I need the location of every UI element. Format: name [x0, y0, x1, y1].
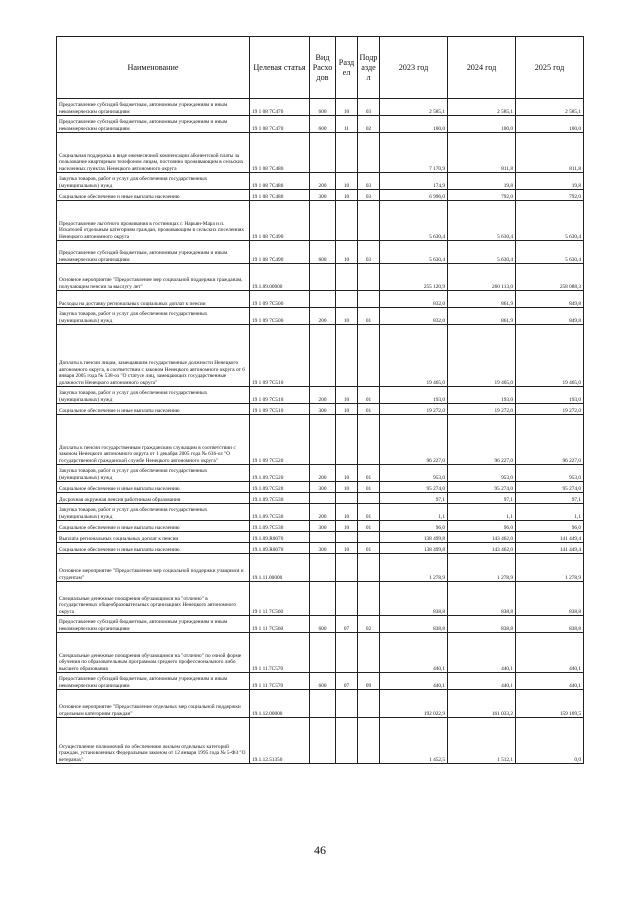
row-section-cell — [336, 201, 358, 241]
row-2025-value-cell: 2 585,1 — [516, 99, 584, 116]
row-section-cell — [336, 690, 358, 718]
row-2023-value-cell: 1 452,5 — [380, 718, 448, 764]
row-2025-value-cell: 19,8 — [516, 173, 584, 190]
row-subsection-cell: 01 — [358, 308, 380, 325]
row-expense-type-cell: 300 — [310, 404, 336, 415]
row-name-cell: Социальное обеспечение и иные выплаты населению — [57, 190, 250, 201]
row-subsection-cell: 01 — [358, 543, 380, 554]
table-row — [57, 465, 584, 482]
row-subsection-cell — [358, 264, 380, 291]
row-2024-value-cell: 838,8 — [448, 616, 516, 633]
row-section-cell — [336, 718, 358, 764]
row-target-code-cell: 19 1 09 7С510 — [250, 325, 310, 387]
row-2025-value-cell: 5 630,4 — [516, 241, 584, 264]
row-section-cell — [336, 582, 358, 616]
row-target-code-cell: 19 1 09 7С520 — [250, 415, 310, 465]
row-expense-type-cell: 200 — [310, 387, 336, 404]
row-expense-type-cell — [310, 554, 336, 582]
table-header-row — [57, 37, 584, 99]
row-2024-value-cell: 861,9 — [448, 308, 516, 325]
row-2024-value-cell: 143 462,0 — [448, 543, 516, 554]
row-2024-value-cell: 1 278,9 — [448, 554, 516, 582]
row-2024-value-cell: 19 272,0 — [448, 404, 516, 415]
row-subsection-cell — [358, 415, 380, 465]
table-row — [57, 99, 584, 116]
row-2025-value-cell: 95 274,0 — [516, 482, 584, 493]
row-expense-type-cell — [310, 633, 336, 673]
row-target-code-cell: 19.1.09.7С520 — [250, 465, 310, 482]
row-expense-type-cell — [310, 690, 336, 718]
row-2024-value-cell: 96 227,0 — [448, 415, 516, 465]
row-expense-type-cell: 300 — [310, 190, 336, 201]
row-target-code-cell: 19.1.11.00000 — [250, 554, 310, 582]
row-name-cell: Социальная поддержка в виде ежемесячной компенсации абонентской платы за пользование квартирным телефоном лицам, постоянно проживающим в сельских населенных пунктах Ненецкого автономного округа — [57, 133, 250, 173]
row-subsection-cell — [358, 582, 380, 616]
row-expense-type-cell — [310, 582, 336, 616]
row-2025-value-cell: 1 278,9 — [516, 554, 584, 582]
table-row — [57, 291, 584, 308]
row-section-cell: 10 — [336, 190, 358, 201]
row-section-cell: 10 — [336, 308, 358, 325]
row-subsection-cell — [358, 554, 380, 582]
row-target-code-cell: 19.1.09.R0070 — [250, 543, 310, 554]
row-target-code-cell: 19 1 09 7С510 — [250, 387, 310, 404]
row-expense-type-cell: 300 — [310, 543, 336, 554]
table-row — [57, 504, 584, 521]
row-2023-value-cell: 19 465,0 — [380, 325, 448, 387]
row-2024-value-cell: 143 462,0 — [448, 532, 516, 543]
table-row — [57, 521, 584, 532]
row-2024-value-cell: 193,0 — [448, 387, 516, 404]
table-row — [57, 633, 584, 673]
row-2024-value-cell: 96,0 — [448, 521, 516, 532]
row-2024-value-cell: 2 585,1 — [448, 99, 516, 116]
row-2024-value-cell: 100,0 — [448, 116, 516, 133]
row-2025-value-cell: 258 088,3 — [516, 264, 584, 291]
table-row — [57, 482, 584, 493]
row-2023-value-cell: 138 499,8 — [380, 543, 448, 554]
row-expense-type-cell — [310, 201, 336, 241]
header-2025: 2025 год — [516, 37, 584, 99]
row-target-code-cell: 19 1 11.7С570 — [250, 633, 310, 673]
row-name-cell: Предоставление субсидий бюджетным, автономным учреждениям и иным некоммерческим организациям — [57, 99, 250, 116]
row-2023-value-cell: 192 022,9 — [380, 690, 448, 718]
row-2024-value-cell: 95 274,0 — [448, 482, 516, 493]
row-subsection-cell — [358, 133, 380, 173]
row-expense-type-cell: 600 — [310, 116, 336, 133]
row-section-cell: 10 — [336, 504, 358, 521]
row-2023-value-cell: 838,8 — [380, 582, 448, 616]
row-2023-value-cell: 440,1 — [380, 633, 448, 673]
row-2024-value-cell: 1 512,1 — [448, 718, 516, 764]
row-2025-value-cell: 19 272,0 — [516, 404, 584, 415]
row-name-cell: Социальное обеспечение и иные выплаты населению — [57, 482, 250, 493]
row-2023-value-cell: 838,8 — [380, 616, 448, 633]
row-subsection-cell — [358, 633, 380, 673]
row-2025-value-cell: 440,1 — [516, 633, 584, 673]
row-expense-type-cell — [310, 718, 336, 764]
row-name-cell: Доплаты к пенсии лицам, замещавшим государственные должности Ненецкого автономного округа, в соответствии с законом Ненецкого автономного округа от 6 января 2005 года № 538-оз "О статусе лиц, замещающих государственные должности Ненецкого автономного округа" — [57, 325, 250, 387]
row-name-cell: Социальное обеспечение и иные выплаты населению — [57, 521, 250, 532]
row-2023-value-cell: 2 585,1 — [380, 99, 448, 116]
row-name-cell: Специальные денежные поощрения обучающимся на "отлично" в государственных общеобразовательных организациях Ненецкого автономного округа — [57, 582, 250, 616]
row-subsection-cell: 01 — [358, 404, 380, 415]
row-2025-value-cell: 811,8 — [516, 133, 584, 173]
row-2023-value-cell: 96,0 — [380, 521, 448, 532]
row-target-code-cell: 19 1 08 7С470 — [250, 99, 310, 116]
table-row — [57, 387, 584, 404]
row-expense-type-cell — [310, 264, 336, 291]
row-2023-value-cell: 193,0 — [380, 387, 448, 404]
row-2023-value-cell: 832,0 — [380, 308, 448, 325]
row-subsection-cell — [358, 291, 380, 308]
table-row — [57, 582, 584, 616]
row-section-cell — [336, 532, 358, 543]
row-subsection-cell: 03 — [358, 99, 380, 116]
row-name-cell: Социальное обеспечение и иные выплаты населению — [57, 543, 250, 554]
row-2025-value-cell: 193,0 — [516, 387, 584, 404]
header-2023: 2023 год — [380, 37, 448, 99]
table-row — [57, 173, 584, 190]
row-2023-value-cell: 100,0 — [380, 116, 448, 133]
row-section-cell: 10 — [336, 465, 358, 482]
budget-table — [56, 36, 584, 764]
row-name-cell: Доплаты к пенсии государственным гражданским служащим в соответствии с законом Ненецкого автономного округа от 1 декабря 2005 года № 636-оз "О государственной гражданской службе Ненецкого автономного округа" — [57, 415, 250, 465]
row-2024-value-cell: 440,1 — [448, 673, 516, 690]
row-expense-type-cell — [310, 493, 336, 504]
table-row — [57, 325, 584, 387]
row-2025-value-cell: 97,1 — [516, 493, 584, 504]
row-2025-value-cell: 838,8 — [516, 582, 584, 616]
header-section: Разд ел — [336, 37, 358, 99]
row-2023-value-cell: 255 120,9 — [380, 264, 448, 291]
table-row — [57, 616, 584, 633]
row-2025-value-cell: 849,8 — [516, 291, 584, 308]
row-target-code-cell: 19.1.12.00000 — [250, 690, 310, 718]
row-subsection-cell: 01 — [358, 521, 380, 532]
row-name-cell: Предоставление субсидий бюджетным, автономным учреждениям и иным некоммерческим организациям — [57, 116, 250, 133]
row-subsection-cell: 01 — [358, 504, 380, 521]
row-name-cell: Предоставление льготного проживания в гостиницах г. Нарьян-Мара и п. Искателей отдельным категориям граждан, проживающим в сельских поселениях Ненецкого автономного округа — [57, 201, 250, 241]
row-name-cell: Предоставление субсидий бюджетным, автономным учреждениям и иным некоммерческим организациям — [57, 241, 250, 264]
row-2025-value-cell: 96 227,0 — [516, 415, 584, 465]
row-2025-value-cell: 953,0 — [516, 465, 584, 482]
row-target-code-cell: 19 1 08 7С480 — [250, 190, 310, 201]
row-section-cell: 10 — [336, 521, 358, 532]
row-2025-value-cell: 5 630,4 — [516, 201, 584, 241]
table-row — [57, 190, 584, 201]
row-section-cell — [336, 264, 358, 291]
row-subsection-cell: 03 — [358, 241, 380, 264]
row-target-code-cell: 19 1 11 7С560 — [250, 616, 310, 633]
header-2024: 2024 год — [448, 37, 516, 99]
header-subsection: Подр азде л — [358, 37, 380, 99]
table-row — [57, 116, 584, 133]
table-row — [57, 201, 584, 241]
row-2023-value-cell: 95 274,0 — [380, 482, 448, 493]
row-2024-value-cell: 260 113,0 — [448, 264, 516, 291]
row-2024-value-cell: 5 630,4 — [448, 241, 516, 264]
page-number: 46 — [314, 843, 326, 857]
table-row — [57, 718, 584, 764]
row-expense-type-cell — [310, 415, 336, 465]
row-2024-value-cell: 19,8 — [448, 173, 516, 190]
row-subsection-cell — [358, 325, 380, 387]
row-section-cell — [336, 291, 358, 308]
table-row — [57, 241, 584, 264]
row-expense-type-cell: 200 — [310, 308, 336, 325]
row-2024-value-cell: 97,1 — [448, 493, 516, 504]
row-2025-value-cell: 19 465,0 — [516, 325, 584, 387]
row-section-cell: 10 — [336, 173, 358, 190]
row-expense-type-cell — [310, 291, 336, 308]
row-target-code-cell: 19.1.09.7С520 — [250, 482, 310, 493]
row-2025-value-cell: 96,0 — [516, 521, 584, 532]
row-subsection-cell: 01 — [358, 482, 380, 493]
row-2024-value-cell: 161 033,2 — [448, 690, 516, 718]
budget-table-sheet — [56, 36, 583, 764]
row-2024-value-cell: 1,1 — [448, 504, 516, 521]
row-section-cell — [336, 554, 358, 582]
row-expense-type-cell: 600 — [310, 241, 336, 264]
row-target-code-cell: 19 1 09 7С510 — [250, 404, 310, 415]
row-2024-value-cell: 838,8 — [448, 582, 516, 616]
table-row — [57, 415, 584, 465]
row-target-code-cell: 19 1 11 7С570 — [250, 673, 310, 690]
row-name-cell: Досрочная окружная пенсия работникам образования — [57, 493, 250, 504]
table-row — [57, 264, 584, 291]
row-target-code-cell: 19 1 08 7С490 — [250, 201, 310, 241]
row-target-code-cell: 19 1 08 7С470 — [250, 116, 310, 133]
row-subsection-cell — [358, 201, 380, 241]
row-expense-type-cell: 200 — [310, 504, 336, 521]
table-body — [57, 99, 584, 764]
table-row — [57, 493, 584, 504]
row-2023-value-cell: 97,1 — [380, 493, 448, 504]
table-row — [57, 690, 584, 718]
row-name-cell: Закупка товаров, работ и услуг для обеспечения государственных (муниципальных) нужд — [57, 308, 250, 325]
row-expense-type-cell — [310, 325, 336, 387]
row-subsection-cell — [358, 690, 380, 718]
row-subsection-cell: 09 — [358, 673, 380, 690]
row-2025-value-cell: 100,0 — [516, 116, 584, 133]
row-2024-value-cell: 440,1 — [448, 633, 516, 673]
row-2023-value-cell: 7 170,9 — [380, 133, 448, 173]
row-section-cell — [336, 325, 358, 387]
row-2023-value-cell: 96 227,0 — [380, 415, 448, 465]
row-section-cell — [336, 133, 358, 173]
row-target-code-cell: 19 1 08 7С490 — [250, 241, 310, 264]
row-expense-type-cell: 300 — [310, 482, 336, 493]
table-row — [57, 673, 584, 690]
row-expense-type-cell: 300 — [310, 521, 336, 532]
row-2023-value-cell: 19 272,0 — [380, 404, 448, 415]
row-2025-value-cell: 838,8 — [516, 616, 584, 633]
row-target-code-cell: 19.1.09.00000 — [250, 264, 310, 291]
header-expense-type: Вид Расхо дов — [310, 37, 336, 99]
table-row — [57, 404, 584, 415]
table-row — [57, 308, 584, 325]
row-target-code-cell: 19 1 11 7С560 — [250, 582, 310, 616]
row-name-cell: Предоставление субсидий бюджетным, автономным учреждениям и иным некоммерческим организациям — [57, 616, 250, 633]
row-section-cell: 10 — [336, 241, 358, 264]
row-2024-value-cell: 792,0 — [448, 190, 516, 201]
row-2024-value-cell: 19 465,0 — [448, 325, 516, 387]
header-target: Целевая статья — [250, 37, 310, 99]
row-2025-value-cell: 440,1 — [516, 673, 584, 690]
row-section-cell: 10 — [336, 99, 358, 116]
row-2023-value-cell: 138 499,8 — [380, 532, 448, 543]
row-2023-value-cell: 1 278,9 — [380, 554, 448, 582]
row-name-cell: Выплата региональных социальных доплат к пенсии — [57, 532, 250, 543]
row-2025-value-cell: 849,8 — [516, 308, 584, 325]
row-2025-value-cell: 1,1 — [516, 504, 584, 521]
row-subsection-cell: 01 — [358, 465, 380, 482]
row-target-code-cell: 19.1.09.7С530 — [250, 504, 310, 521]
row-subsection-cell: 01 — [358, 387, 380, 404]
row-name-cell: Основное мероприятие "Предоставление мер социальной поддержки гражданам, получающим пенсии за выслугу лет" — [57, 264, 250, 291]
row-name-cell: Закупка товаров, работ и услуг для обеспечения государственных (муниципальных) нужд — [57, 173, 250, 190]
row-expense-type-cell: 600 — [310, 673, 336, 690]
row-name-cell: Расходы на доставку региональных социальных доплат к пенсии — [57, 291, 250, 308]
row-name-cell: Специальные денежные поощрения обучающимся на "отлично" по очной форме обучения по образовательным программам среднего профессионального либо высшего образования — [57, 633, 250, 673]
row-expense-type-cell: 600 — [310, 616, 336, 633]
row-name-cell: Основное мероприятие "Предоставление отдельных мер социальной поддержки отдельным категориям граждан" — [57, 690, 250, 718]
row-subsection-cell: 03 — [358, 173, 380, 190]
row-2025-value-cell: 792,0 — [516, 190, 584, 201]
row-target-code-cell: 19 1 09 7С500 — [250, 308, 310, 325]
table-row — [57, 554, 584, 582]
row-name-cell: Предоставление субсидий бюджетным, автономным учреждениям и иным некоммерческим организациям — [57, 673, 250, 690]
row-section-cell: 07 — [336, 673, 358, 690]
row-2025-value-cell: 141 449,4 — [516, 532, 584, 543]
row-2024-value-cell: 5 630,4 — [448, 201, 516, 241]
row-target-code-cell: 19.1.09.7С530 — [250, 493, 310, 504]
row-name-cell: Закупка товаров, работ и услуг для обеспечения государственных (муниципальных) нужд — [57, 465, 250, 482]
row-2024-value-cell: 953,0 — [448, 465, 516, 482]
row-2023-value-cell: 5 630,4 — [380, 201, 448, 241]
row-section-cell: 10 — [336, 387, 358, 404]
row-expense-type-cell — [310, 532, 336, 543]
row-target-code-cell: 19 1 08 7С480 — [250, 173, 310, 190]
row-target-code-cell: 19 1 09 7С500 — [250, 291, 310, 308]
row-target-code-cell: 19.1.12.51350 — [250, 718, 310, 764]
row-section-cell — [336, 493, 358, 504]
row-section-cell: 10 — [336, 543, 358, 554]
row-name-cell: Закупка товаров, работ и услуг для обеспечения государственных (муниципальных) нужд — [57, 504, 250, 521]
row-subsection-cell — [358, 718, 380, 764]
row-2023-value-cell: 440,1 — [380, 673, 448, 690]
table-row — [57, 543, 584, 554]
row-2023-value-cell: 5 630,4 — [380, 241, 448, 264]
row-expense-type-cell — [310, 133, 336, 173]
row-2025-value-cell: 159 109,5 — [516, 690, 584, 718]
row-subsection-cell — [358, 532, 380, 543]
row-section-cell: 10 — [336, 482, 358, 493]
row-name-cell: Осуществление полномочий по обеспечению жильем отдельных категорий граждан, установленных Федеральным законом от 12 января 1995 года № 5-ФЗ "О ветеранах" — [57, 718, 250, 764]
row-2023-value-cell: 174,9 — [380, 173, 448, 190]
row-section-cell — [336, 633, 358, 673]
row-expense-type-cell: 200 — [310, 173, 336, 190]
row-section-cell — [336, 415, 358, 465]
row-name-cell: Закупка товаров, работ и услуг для обеспечения государственных (муниципальных) нужд — [57, 387, 250, 404]
row-section-cell: 07 — [336, 616, 358, 633]
row-expense-type-cell: 200 — [310, 465, 336, 482]
table-row — [57, 532, 584, 543]
header-name: Наименование — [57, 37, 250, 99]
row-subsection-cell: 02 — [358, 616, 380, 633]
row-2025-value-cell: 0,0 — [516, 718, 584, 764]
row-section-cell: 10 — [336, 404, 358, 415]
row-subsection-cell: 03 — [358, 190, 380, 201]
row-2024-value-cell: 811,8 — [448, 133, 516, 173]
row-target-code-cell: 19 1 08 7С480 — [250, 133, 310, 173]
row-subsection-cell — [358, 493, 380, 504]
row-2023-value-cell: 1,1 — [380, 504, 448, 521]
table-row — [57, 133, 584, 173]
row-2025-value-cell: 141 449,4 — [516, 543, 584, 554]
row-subsection-cell: 02 — [358, 116, 380, 133]
row-name-cell: Социальное обеспечение и иные выплаты населению — [57, 404, 250, 415]
row-name-cell: Основное мероприятие "Предоставление мер социальной поддержки учащимся и студентам" — [57, 554, 250, 582]
row-2023-value-cell: 6 996,0 — [380, 190, 448, 201]
row-2023-value-cell: 953,0 — [380, 465, 448, 482]
row-target-code-cell: 19.1.09.R0070 — [250, 532, 310, 543]
row-target-code-cell: 19.1.09.7С530 — [250, 521, 310, 532]
row-expense-type-cell: 600 — [310, 99, 336, 116]
row-2023-value-cell: 832,0 — [380, 291, 448, 308]
row-2024-value-cell: 861,9 — [448, 291, 516, 308]
row-section-cell: 11 — [336, 116, 358, 133]
